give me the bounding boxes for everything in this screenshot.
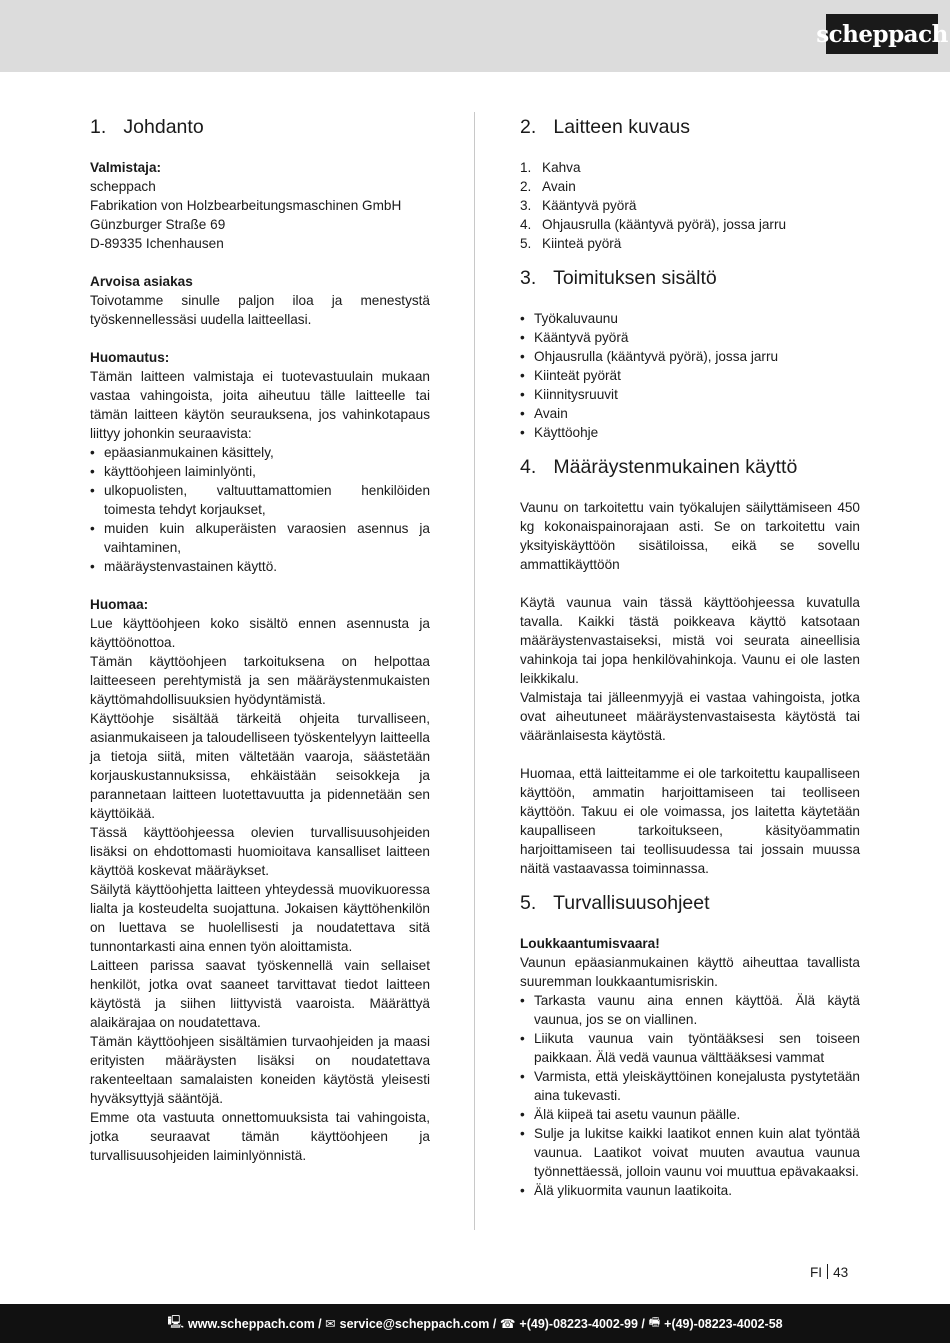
header-bar [0,0,950,72]
paragraph: Tämän käyttöohjeen sisältämien turvaohjeiden ja maasi erityisten määräysten lisäksi on noudatettava rakenteeltaan samalaisten koneiden käytöstä yleisesti hyväksyttyjä sääntöjä. [90,1034,430,1106]
paragraph: Käytä vaunua vain tässä käyttöohjeessa kuvatulla tavalla. Kaikki tästä poikkeava käyttö katsotaan määräystenvastaiseksi, mistä voi seurata aineellisia vahinkoja tai jopa henkilövahinkoja. Vaunu ei ole lasten leikkikalu. [520,595,860,686]
list-item: • käyttöohjeen laiminlyönti, [90,462,430,481]
list-item: • Kiinteät pyörät [520,366,860,385]
list-item: • epäasianmukainen käsittely, [90,443,430,462]
greeting-text: Toivotamme sinulle paljon iloa ja menestystä työskennellessäsi uudella laitteellasi. [90,293,430,327]
list-item: • määräystenvastainen käyttö. [90,557,430,576]
list-item: • muiden kuin alkuperäisten varaosien asennus ja vaihtaminen, [90,519,430,557]
list-item: • Tarkasta vaunu aina ennen käyttöä. Älä käytä vaunua, jos se on viallinen. [520,991,860,1029]
mail-icon: ✉ [325,1317,336,1331]
list-item: • Työkaluvaunu [520,309,860,328]
page-number: FI 43 [810,1265,849,1280]
note-label: Huomautus: [90,350,170,365]
note-list [90,443,430,576]
list-item: • ulkopuolisten, valtuuttamattomien henkilöiden toimesta tehdyt korjaukset, [90,481,430,519]
section-heading-2: 2. Laitteen kuvaus [520,116,691,138]
paragraph: Huomaa, että laitteitamme ei ole tarkoitettu kaupalliseen käyttöön, ammatin harjoittamiseen tai teolliseen käyttöön. Takuu ei ole voimassa, jos laitetta käytetään kaupalliseen tarkoitukseen, käsityöammatin harjoittamiseen tai teollisuudessa tai jossain muussa näitä vastaavassa toiminnassa. [520,766,860,876]
list-item: • Käyttöohje [520,423,860,442]
attention-label: Huomaa: [90,597,149,612]
list-item: • Kääntyvä pyörä [520,328,860,347]
list-item: 3. Kääntyvä pyörä [520,198,637,213]
paragraph: Vaunun epäasianmukainen käyttö aiheuttaa tavallista suuremman loukkaantumisriskin. [520,955,860,989]
section-heading-1: 1. Johdanto [90,116,204,138]
footer-fax: +(49)-08223-4002-58 [664,1316,783,1331]
manufacturer-line: scheppach [90,179,156,194]
parts-list [520,158,860,253]
paragraph: Tämän käyttöohjeen tarkoituksena on helpottaa laitteeseen perehtymistä ja sen määräystenmukaisten käyttömahdollisuuksien hyödyntämistä. [90,654,430,707]
column-divider [474,112,475,1230]
paragraph: Lue käyttöohjeen koko sisältö ennen asennusta ja käyttöönottoa. [90,616,430,650]
list-item: 1. Kahva [520,160,581,175]
list-item: • Sulje ja lukitse kaikki laatikot ennen kuin alat työntää vaunua. Laatikot voivat muuten avautua vaunua työnnettäessä, jolloin vaunu voi muuttua epävakaaksi. [520,1124,860,1181]
warning-label: Loukkaantumisvaara! [520,936,660,951]
paragraph: Valmistaja tai jälleenmyyjä ei vastaa vahingoista, jotka ovat aiheutuneet määräystenvastaisesta käytöstä tai vääränlaisesta käytöstä. [520,690,860,743]
manufacturer-label: Valmistaja: [90,160,162,175]
footer-phone: +(49)-08223-4002-99 / [519,1316,645,1331]
list-item: • Liikuta vaunua vain työntääksesi sen toiseen paikkaan. Älä vedä vaunua välttääksesi vammat [520,1029,860,1067]
paragraph: Käyttöohje sisältää tärkeitä ohjeita turvalliseen, asianmukaiseen ja taloudelliseen työskentelyyn laitteella ja tietoja siitä, miten vältetään vaaroja, säästetään korjauskustannuksissa, ehkäistään seisokkeja ja parannetaan laitteen luotettavuutta ja pidennetään sen käyttöikää. [90,711,430,821]
brand-logo: scheppach [826,14,938,54]
list-item: • Älä ylikuormita vaunun laatikoita. [520,1181,860,1200]
footer-website[interactable]: www.scheppach.com / [188,1316,322,1331]
paragraph: Tässä käyttöohjeessa olevien turvallisuusohjeiden lisäksi on ehdottomasti huomioitava kansalliset laitteen käyttöä koskevat määräykset. [90,825,430,878]
paragraph: Emme ota vastuuta onnettomuuksista tai vahingoista, jotka seuraavat tämän käyttöohjeen ja turvallisuusohjeiden laiminlyönnistä. [90,1110,430,1163]
fax-icon: 🖷 [648,1315,661,1329]
manufacturer-line: Fabrikation von Holzbearbeitungsmaschinen GmbH [90,198,402,213]
manufacturer-line: D-89335 Ichenhausen [90,236,224,251]
list-item: 5. Kiinteä pyörä [520,236,622,251]
paragraph: Laitteen parissa saavat työskennellä vain sellaiset henkilöt, jotka ovat saaneet tarvittavat tiedot laitteen käytöstä ja siihen liittyvistä vaaroista. Määrättyä alaikärajaa on noudatettava. [90,958,430,1030]
list-item: • Varmista, että yleiskäyttöinen konejalusta pystytetään aina tukevasti. [520,1067,860,1105]
manufacturer-line: Günzburger Straße 69 [90,217,226,232]
list-item: 4. Ohjausrulla (kääntyvä pyörä), jossa jarru [520,217,787,232]
safety-list [520,991,860,1200]
list-item: • Ohjausrulla (kääntyvä pyörä), jossa jarru [520,347,860,366]
list-item: • Älä kiipeä tai asetu vaunun päälle. [520,1105,860,1124]
list-item: 2. Avain [520,179,576,194]
section-heading-3: 3. Toimituksen sisältö [520,267,717,289]
note-text: Tämän laitteen valmistaja ei tuotevastuulain mukaan vastaa vahingoista, joita aiheutuu tälle laitteelle tai tämän laitteen käytön seurauksena, jos vahinkotapaus liittyy johonkin seuraavista: [90,369,430,441]
paragraph: Säilytä käyttöohjetta laitteen yhteydessä muovikuoressa lialta ja kosteudelta suojattuna. Jokaisen käyttöhenkilön on luettava se huolellisesti ja noudatettava sitä tunnontarkasti aina ennen työn aloittamista. [90,882,430,954]
greeting-label: Arvoisa asiakas [90,274,193,289]
right-column [520,112,860,1200]
footer-bar [0,1304,950,1343]
left-column [90,112,430,1165]
phone-icon: ☎ [499,1317,516,1331]
section-heading-5: 5. Turvallisuusohjeet [520,892,710,914]
footer-email[interactable]: service@scheppach.com / [339,1316,497,1331]
delivery-list [520,309,860,442]
computer-icon: 🖳 [167,1315,185,1329]
list-item: • Kiinnitysruuvit [520,385,860,404]
list-item: • Avain [520,404,860,423]
paragraph: Vaunu on tarkoitettu vain työkalujen säilyttämiseen 450 kg kokonaispainorajaan asti. Se on tarkoitettu vain yksityiskäyttöön sisätiloissa, eikä se sovellu ammattikäyttöön [520,500,860,572]
section-heading-4: 4. Määräystenmukainen käyttö [520,456,798,478]
